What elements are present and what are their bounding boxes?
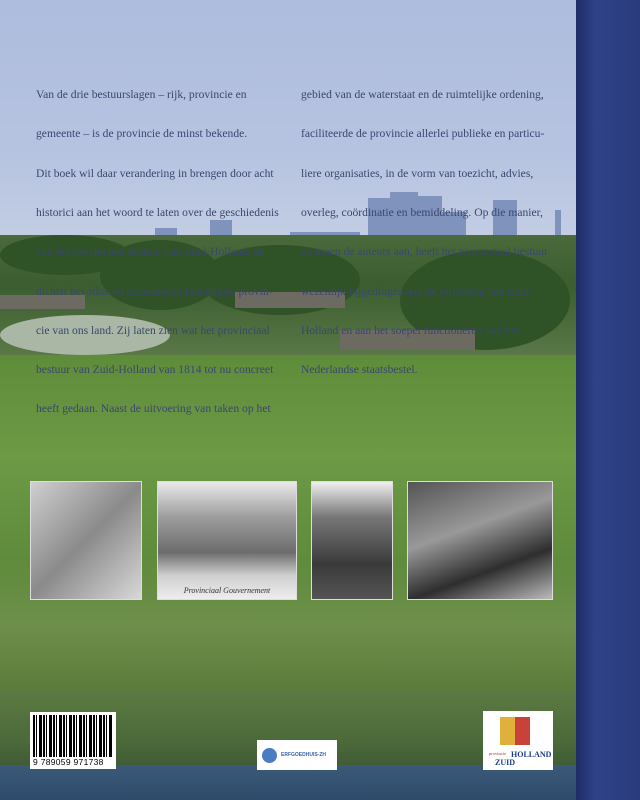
blurb-column-2 (301, 62, 548, 402)
text-line: dichtst bevolkte en economisch krachtigste provin- (36, 284, 273, 298)
text-line: Nederlandse staatsbestel. (301, 363, 418, 377)
photo-council-meeting (407, 481, 553, 600)
text-line: Van de drie bestuurslagen – rijk, provincie en (36, 88, 247, 102)
photo-office-desk (30, 481, 142, 600)
text-line: cie van ons land. Zij laten zien wat het provinciaal (36, 323, 270, 337)
logo-provincie-text: provincie (489, 751, 506, 756)
coat-of-arms-icon (500, 717, 530, 745)
text-line: bestuur van Zuid-Holland van 1814 tot nu concreet (36, 363, 274, 377)
text-line: faciliteerde de provincie allerlei publieke en particu- (301, 127, 545, 141)
erfgoedhuis-emblem-icon (262, 748, 277, 763)
text-line: Dit boek wil daar verandering in brengen door acht (36, 166, 274, 180)
logo-holland-text: HOLLAND (511, 750, 552, 759)
text-line: liere organisaties, in de vorm van toezicht, advies, (301, 166, 534, 180)
provincie-zuid-holland-logo (483, 711, 553, 770)
isbn-number: 9 789059 971738 (33, 757, 104, 767)
text-line: gemeente – is de provincie de minst bekende. (36, 127, 248, 141)
text-line: zo tonen de auteurs aan, heeft het provinciaal bestuur (301, 245, 548, 259)
logo-zuid-text: ZUID (495, 758, 516, 767)
text-line: overleg, coördinatie en bemiddeling. Op die manier, (301, 206, 543, 220)
text-line: historici aan het woord te laten over de geschiedenis (36, 206, 279, 220)
text-line: van het provinciaal bestuur van Zuid-Holland, de (36, 245, 265, 259)
isbn-barcode (30, 712, 116, 769)
erfgoedhuis-label: ERFGOEDHUIS-ZH (281, 752, 326, 758)
photo-men-outdoors (311, 481, 393, 600)
book-spine (576, 0, 640, 800)
photo-engraving-government-building (157, 481, 297, 600)
text-line: heeft gedaan. Naast de uitvoering van taken op het (36, 402, 271, 416)
text-line: gebied van de waterstaat en de ruimtelijke ordening, (301, 88, 544, 102)
erfgoedhuis-logo (257, 740, 337, 770)
blurb-column-1 (36, 62, 279, 442)
engraving-caption: Provinciaal Gouvernement (183, 586, 271, 595)
text-line: Holland en aan het soepel functioneren van het (301, 323, 519, 337)
barcode-bars (33, 715, 113, 757)
water (0, 765, 576, 800)
text-line: wezenlijk bijgedragen aan de inrichting van Zuid- (301, 284, 533, 298)
